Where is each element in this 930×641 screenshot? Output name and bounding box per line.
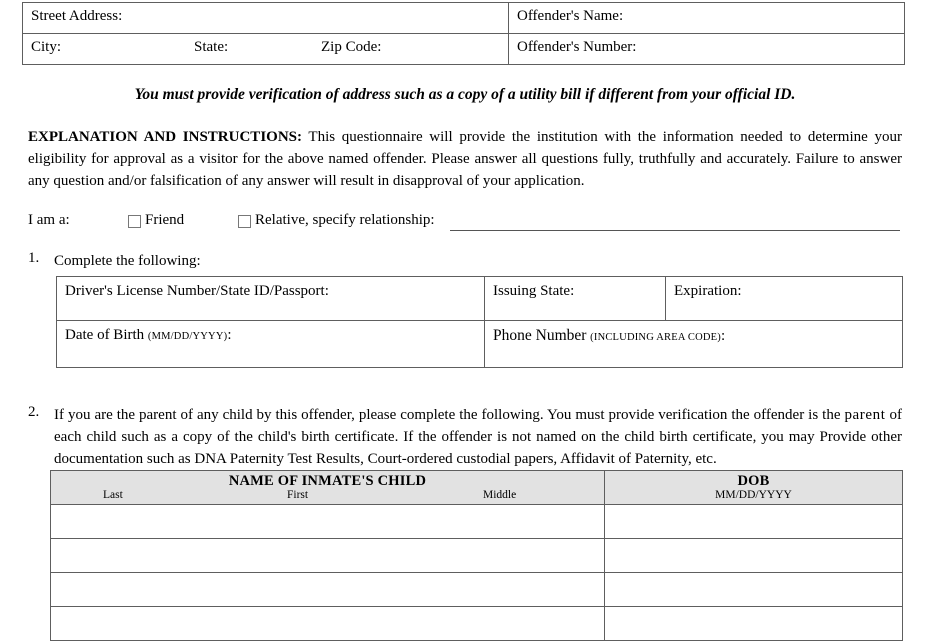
phone-number-label: Phone Number — [493, 327, 587, 344]
expiration-label: Expiration: — [674, 283, 742, 299]
child-name-cell[interactable] — [51, 505, 605, 539]
street-address-cell[interactable] — [23, 3, 509, 34]
child-name-header-cell — [51, 471, 605, 505]
state-label: State: — [194, 39, 229, 55]
offender-name-label: Offender's Name: — [517, 8, 624, 24]
date-of-birth-label: Date of Birth — [65, 327, 145, 343]
inmate-child-table — [50, 470, 903, 641]
explanation-body: This questionnaire will provide the institution with the information needed to determine your eligibility for approval as a visitor for the above named offender. Please answer all questions fully, truthfully and accurately. Failure to answer any question and/or falsification of any answer will result in disapproval of your application. — [28, 129, 902, 190]
identification-table — [56, 276, 903, 368]
item-2-number: 2. — [28, 404, 40, 420]
phone-number-format: (INCLUDING AREA CODE) — [590, 332, 721, 343]
item-2-text-part1: If you are the parent of any child by this offender, please complete the following. You must provide verification the offender is the — [54, 407, 845, 423]
table-row — [51, 573, 903, 607]
explanation-paragraph — [28, 126, 902, 192]
child-dob-cell[interactable] — [605, 539, 903, 573]
child-middle-subheader: Middle — [483, 489, 517, 501]
address-offender-table — [22, 2, 905, 65]
child-name-cell[interactable] — [51, 607, 605, 641]
i-am-a-row — [28, 210, 908, 232]
child-dob-cell[interactable] — [605, 505, 903, 539]
child-name-header: NAME OF INMATE'S CHILD — [228, 473, 427, 489]
expiration-cell[interactable] — [666, 277, 903, 321]
child-name-cell[interactable] — [51, 539, 605, 573]
date-of-birth-cell[interactable] — [57, 321, 485, 368]
i-am-a-label: I am a: — [28, 212, 70, 228]
relationship-input[interactable] — [450, 230, 900, 231]
issuing-state-cell[interactable] — [485, 277, 666, 321]
table-row-license — [57, 277, 903, 321]
zip-code-label: Zip Code: — [321, 39, 382, 55]
phone-number-colon: : — [720, 328, 726, 344]
item-2-text-emphasis: parent — [844, 407, 886, 423]
offender-number-label: Offender's Number: — [517, 39, 637, 55]
friend-checkbox[interactable] — [128, 215, 141, 228]
item-2-text — [54, 404, 902, 470]
city-label: City: — [31, 39, 62, 55]
child-dob-cell[interactable] — [605, 573, 903, 607]
child-dob-cell[interactable] — [605, 607, 903, 641]
table-row-street — [23, 3, 905, 34]
child-dob-format: MM/DD/YYYY — [715, 489, 792, 501]
explanation-heading: EXPLANATION AND INSTRUCTIONS: — [28, 129, 302, 145]
item-1-text: Complete the following: — [54, 253, 201, 269]
table-row-dob-phone — [57, 321, 903, 368]
child-dob-header-cell — [605, 471, 903, 505]
child-first-subheader: First — [287, 489, 309, 501]
date-of-birth-format: (MM/DD/YYYY) — [147, 331, 228, 342]
issuing-state-label: Issuing State: — [493, 283, 575, 299]
drivers-license-cell[interactable] — [57, 277, 485, 321]
verification-notice: You must provide verification of address such as a copy of a utility bill if different from your official ID. — [134, 86, 796, 103]
child-dob-header: DOB — [737, 473, 770, 489]
table-header-row — [51, 471, 903, 505]
table-row — [51, 607, 903, 641]
child-last-subheader: Last — [103, 489, 123, 501]
street-address-label: Street Address: — [31, 8, 123, 24]
table-row — [51, 539, 903, 573]
relative-checkbox[interactable] — [238, 215, 251, 228]
phone-number-cell[interactable] — [485, 321, 903, 368]
date-of-birth-colon: : — [227, 327, 232, 343]
child-name-cell[interactable] — [51, 573, 605, 607]
offender-number-cell[interactable] — [509, 34, 905, 65]
drivers-license-label: Driver's License Number/State ID/Passport: — [65, 283, 329, 299]
table-row — [51, 505, 903, 539]
item-2-text-part2: of each child such as a copy of the child's birth certificate. If the offender is not named on the child birth certificate, you may Provide other documentation such as DNA Paternity Test Results, Court-ordered custodial papers, Affidavit of Paternity, etc. — [54, 407, 903, 468]
offender-name-cell[interactable] — [509, 3, 905, 34]
city-state-zip-cell[interactable] — [23, 34, 509, 65]
relative-label: Relative, specify relationship: — [255, 212, 435, 228]
table-row-city — [23, 34, 905, 65]
friend-label: Friend — [145, 212, 185, 228]
item-1-number: 1. — [28, 250, 40, 266]
